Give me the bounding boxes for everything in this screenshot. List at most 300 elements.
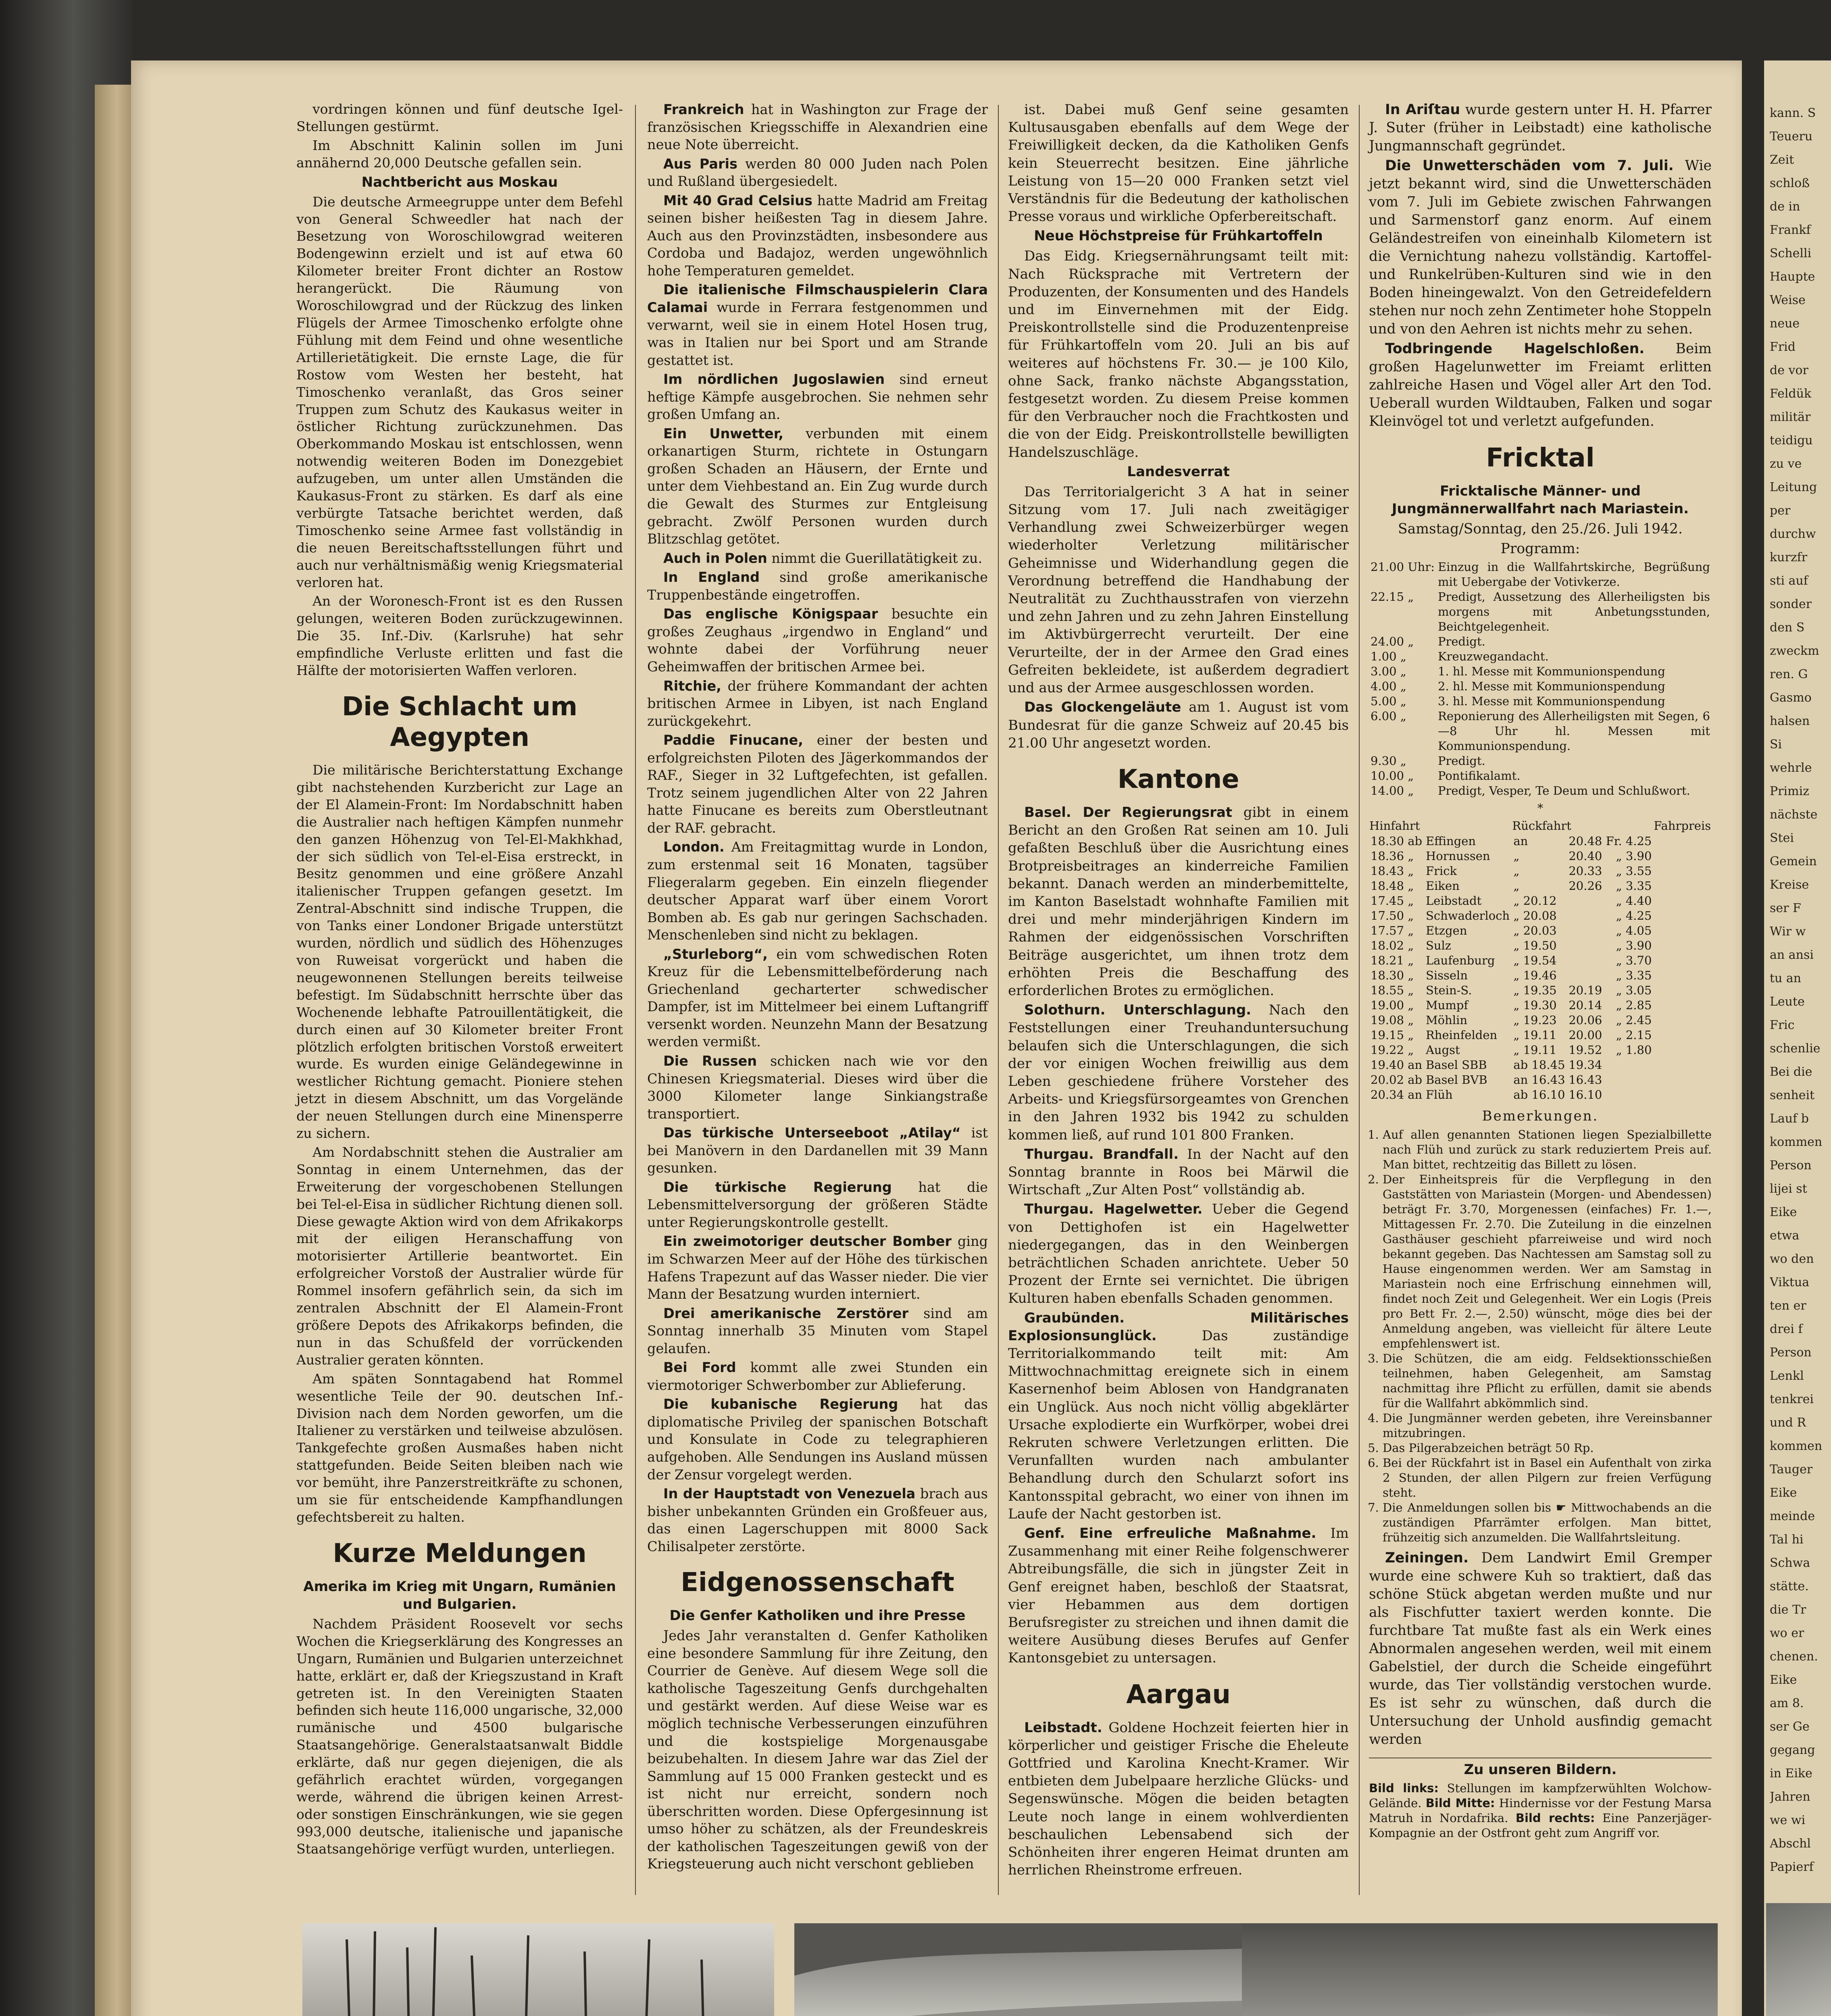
program-row [1369,783,1712,798]
adjacent-page-fragment: an ansi [1770,948,1814,962]
article-heading: Landesverrat [1127,463,1230,480]
adjacent-page-fragment: durchw [1770,527,1816,541]
adjacent-page-fragment: wo er [1770,1626,1804,1640]
schedule-return-time: an 16.43 [1513,1073,1565,1087]
schedule-return-time: „ 19.50 [1513,939,1557,952]
adjacent-page-fragment: Schwa [1770,1556,1810,1570]
schedule-departure-time: 19.15 „ [1371,1028,1414,1042]
schedule-return-time: ab 18.45 [1513,1058,1565,1072]
schedule-fare: Fr. 4.25 [1606,834,1652,848]
adjacent-page-fragment: Zeit [1770,153,1794,167]
paragraph-lead: Die italienische Filmschauspielerin Clara Calamai [647,282,988,316]
program-row [1369,679,1712,694]
adjacent-page-fragment: Tal hi [1770,1533,1804,1547]
program-row [1369,694,1712,709]
article-heading: Nachtbericht aus Moskau [361,174,558,190]
paragraph-lead: Aus Paris [663,156,737,172]
paragraph-lead: Die Russen [663,1053,757,1069]
schedule-header-rueck: Rückfahrt [1512,819,1571,833]
paragraph-lead: Das englische Königspaar [663,606,878,622]
program-time: 24.00 „ [1371,635,1414,648]
article-paragraph [1369,101,1712,155]
column-4-top [1369,101,1712,558]
paragraph-lead: Bei Ford [663,1360,736,1376]
schedule-return-time: „ 19.11 [1513,1043,1557,1057]
schedule-row [1369,1058,1712,1073]
schedule-return-time: „ [1513,849,1520,863]
schedule-row [1369,908,1712,923]
article-paragraph [647,1179,988,1231]
schedule-return-time: „ 19.30 [1513,998,1557,1012]
article-paragraph: An der Woronesch-Front ist es den Russen gelungen, weiteren Boden zurückzugewinnen. Die 35. Inf.-Div. (Karlsruhe) hat sehr empfindliche Verluste erlitten und fast die Hälfte der motorisierten Waffen verloren. [296,593,623,679]
adjacent-page-fragment: und R [1770,1416,1806,1430]
paragraph-text: Dem Landwirt Emil Gremper wurde eine schwere Kuh so traktiert, daß das schöne Stück abgetan werden mußte und nur als Fischfutter taxiert werden konnte. Die furchtbare Tat mußte fast als ein Werk eines Abnormalen angesehen werden, weil mit einem Gabelstiel, der durch die Scheide eingeführt wurde, das Tier vollständig verstochen wurde. Es ist sehr zu wünschen, daß durch die Untersuchung der Unhold ausfindig gemacht werden [1369,1550,1712,1747]
article-paragraph [1369,1549,1712,1749]
schedule-return-time: „ 20.12 [1513,894,1557,908]
schedule-return-time-2 [1567,953,1604,968]
caption-right-text: Eine Panzerjäger-Kompagnie an der Ostfront geht zum Angriff vor. [1369,1811,1712,1840]
program-item: Pontifikalamt. [1438,769,1521,783]
program-time: 3.00 „ [1371,664,1406,678]
schedule-row [1369,1073,1712,1087]
article-paragraph [647,1305,988,1358]
paragraph-text: Das zuständige Territorialkommando teilt mit: Am Mittwochnachmittag ereignete sich in einem Kasernenhof beim Ablosen von Handgranaten ein Unglück. Aus noch nicht völlig abgeklärter Ursache explodierte ein Wurfkörper, wobei drei Rekruten schwere Verletzungen erlitten. Die Verunfallten wurden nach ambulanter Behandlung durch den Schularzt sofort ins Kantonsspital gebracht, wo einer von ihnen im Laufe der Nacht gestorben ist. [1008,1327,1349,1522]
adjacent-page-fragment: militär [1770,410,1811,424]
captions-text [1369,1781,1712,1841]
program-item: Reponierung des Allerheiligsten mit Segen, 6—8 Uhr hl. Messen mit Kommunionspendung. [1438,709,1710,753]
schedule-row [1369,1087,1712,1102]
paragraph-text: brach aus bisher unbekannten Gründen ein Großfeuer aus, das einen Lagerschuppen mit 8000 Sack Chilisalpeter zerstörte. [647,1486,988,1554]
program-row [1369,754,1712,768]
program-item: Predigt. [1438,635,1485,648]
paragraph-lead: Ritchie, [663,678,721,694]
paragraph-lead: Ein Unwetter, [663,425,784,442]
article-paragraph [647,281,988,369]
paragraph-lead: Todbringende Hagelschloßen. [1385,341,1645,357]
photo-middle-marsa-matruh [794,1923,1282,2016]
adjacent-page-fragment: Weise [1770,293,1806,307]
program-time: 6.00 „ [1371,709,1406,723]
column-rule-1 [635,105,636,1895]
note-item: 4. Die Jungmänner werden gebeten, ihre Vereinsbanner mitzubringen. [1383,1411,1712,1441]
adjacent-page-fragment: Eike [1770,1673,1797,1687]
paragraph-text: Im Zusammenhang mit einer Reihe folgenschwerer Abtreibungsfälle, die sich in jüngster Zeit in Genf ereignet haben, beschloß der Staatsrat, vier Hebammen aus dem dortigen Berufsregister zu streichen und ihnen damit die weitere Ausübung dieses Berufes auf Genfer Kantonsgebiet zu untersagen. [1008,1525,1349,1666]
article-paragraph [647,1124,988,1177]
paragraph-lead: In der Hauptstadt von Venezuela [663,1486,916,1502]
schedule-return-time-2 [1567,923,1604,938]
schedule-return-time: „ 19.11 [1513,1028,1557,1042]
article-paragraph: Samstag/Sonntag, den 25./26. Juli 1942. [1398,521,1683,537]
caption-left-text: Stellungen im kampfzerwühlten Wolchow-Gelände. [1369,1781,1712,1810]
adjacent-page-fragment: Fric [1770,1018,1795,1032]
article-paragraph [647,1395,988,1483]
paragraph-lead: Drei amerikanische Zerstörer [663,1305,908,1321]
schedule-row [1369,953,1712,968]
schedule-return-time-2: 20.33 [1569,864,1602,878]
article-paragraph: Das Territorialgericht 3 A hat in seiner Sitzung vom 17. Juli nach zweitägiger Verhandlung zwei Schweizerbürger wegen wiederholter Verletzung militärischer Geheimnisse und Widerhandlung gegen die Verordnung betreffend die Handhabung der Neutralität zu Zuchthausstrafen von vierzehn und zehn Jahren und zu zehn Jahren Einstellung im Aktivbürgerrecht verurteilt. Der eine Verurteilte, der in der Armee den Grad eines Gefreiten bekleidete, ist außerdem degradiert und aus der Armee ausgeschlossen worden. [1008,483,1349,696]
article-paragraph: Am Nordabschnitt stehen die Australier am Sonntag in einem Unternehmen, das der Erweiterung der vorgeschobenen Stellungen bei Tel-el-Eisa in südlicher Richtung dienen soll. Diese gewagte Aktion wird von dem Afrikakorps mit der eiligen Heranschaffung von motorisierter Artillerie beantwortet. Ein erfolgreicher Vorstoß der Australier würde für Rommel insofern gefährlich sein, da sich im zentralen Abschnitt der El Alamein-Front größere Depots des Afrikakorps befinden, die nun in das Schußfeld der vorrückenden Australier geraten könnten. [296,1144,623,1368]
schedule-row [1369,893,1712,908]
paragraph-text: Beim großen Hagelunwetter im Freiamt erlitten zahlreiche Hasen und Vögel aller Art den Tod. Ueberall wurden Wildtauben, Falken und sogar Kleinvögel tot und verletzt aufgefunden. [1369,341,1712,429]
schedule-return-time: an [1513,834,1528,848]
notes-title: Bemerkungen. [1482,1108,1599,1124]
adjacent-page-fragment: den S [1770,621,1805,635]
article-paragraph [647,946,988,1051]
schedule-return-time: „ 19.46 [1513,968,1557,982]
schedule-header-spacer [1424,818,1512,834]
program-item: 3. hl. Messe mit Kommunionspendung [1438,694,1665,708]
article-paragraph [647,101,988,154]
adjacent-page-fragment: drei f [1770,1322,1803,1336]
paragraph-text: hatte Madrid am Freitag seinen bisher heißesten Tag in diesem Jahre. Auch aus den Provinzstädten, insbesondere aus Cordoba und Badajoz, werden ungewöhnlich hohe Temperaturen gemeldet. [647,192,988,279]
schedule-departure-time: 17.45 „ [1371,894,1414,908]
schedule-return-time-2 [1567,968,1604,983]
adjacent-page-fragment: tu an [1770,971,1802,985]
adjacent-page-fragment: Person [1770,1345,1812,1360]
program-time: 21.00 Uhr: [1371,560,1435,574]
schedule-return-time: „ 20.03 [1513,924,1557,937]
schedule-departure-time: 20.02 ab [1371,1073,1423,1087]
column-rule-2 [998,105,999,1895]
section-heading: Fricktal [1486,443,1595,473]
schedule-departure-time: 18.02 „ [1371,939,1414,952]
adjacent-page-fragment: tenkrei [1770,1392,1814,1406]
note-item: 3. Die Schützen, die am eidg. Feldsektionsschießen teilnehmen, haben Gelegenheit, am Samstag nachmittag ihre Pflicht zu erfüllen, damit sie abends für die Wallfahrt abkömmlich sind. [1383,1351,1712,1411]
adjacent-page-fragment: zweckm [1770,644,1819,658]
paragraph-lead: In England [663,569,760,585]
program-item: Einzug in die Wallfahrtskirche, Begrüßung mit Uebergabe der Votivkerze. [1438,560,1710,589]
schedule-fare: „ 3.70 [1616,954,1652,967]
article-paragraph [1369,340,1712,431]
schedule-departure-time: 18.43 „ [1371,864,1414,878]
schedule-station: Eiken [1425,879,1460,893]
paragraph-text: kommt alle zwei Stunden ein viermotoriger Schwerbomber zur Ablieferung. [647,1360,988,1393]
schedule-return-time-2: 20.40 [1569,849,1602,863]
schedule-row [1369,849,1712,864]
page-edges [95,85,131,2016]
article-paragraph [1008,1145,1349,1199]
train-schedule-table [1369,818,1712,1102]
schedule-departure-time: 20.34 an [1371,1088,1423,1102]
schedule-station: Schwaderloch [1425,909,1510,923]
schedule-header-spacer-2 [1604,818,1654,834]
schedule-fare: „ 3.90 [1616,849,1652,863]
article-paragraph [647,569,988,604]
adjacent-page-fragment: stätte. [1770,1579,1809,1593]
adjacent-page-fragment: Abschl [1770,1837,1811,1851]
program-item: Predigt, Vesper, Te Deum und Schlußwort. [1438,784,1690,798]
paragraph-text: sind am Sonntag innerhalb 35 Minuten vom Stapel gelaufen. [647,1305,988,1356]
schedule-departure-time: 18.36 „ [1371,849,1414,863]
adjacent-page-fragment: wo den [1770,1252,1814,1266]
adjacent-page-fragment: Leute [1770,995,1805,1009]
paragraph-lead: Im nördlichen Jugoslawien [663,371,885,387]
schedule-fare: „ 2.15 [1616,1028,1652,1042]
paragraph-text: hat die Lebensmittelversorgung der größeren Städte unter Regierungskontrolle gestellt. [647,1179,988,1230]
schedule-return-time-2: 16.10 [1569,1088,1602,1102]
adjacent-page-fragment: halsen [1770,714,1810,728]
adjacent-page-fragment: de in [1770,200,1800,214]
paragraph-lead: Genf. Eine erfreuliche Maßnahme. [1024,1525,1316,1542]
schedule-departure-time: 19.22 „ [1371,1043,1414,1057]
adjacent-page-fragment: Lauf b [1770,1112,1809,1126]
note-item: 2. Der Einheitspreis für die Verpflegung in den Gaststätten von Mariastein (Morgen- und Abendessen) beträgt Fr. 3.70, Morgenessen (einfaches) Fr. 1.—, Mittagessen Fr. 2.70. Die Zuteilung in die einzelnen Gasthäuser geschieht pfarreiweise und wird noch bekannt gegeben. Das Nachtessen am Samstag soll zu Hause eingenommen werden. Wer am Samstag in Mariastein noch eine Erfrischung einnehmen will, findet noch Zeit und Gelegenheit. Wer ein Logis (Preis pro Bett Fr. 2.—, 2.50) wünscht, möge dies bei der Anmeldung angeben, was vielleicht für ältere Leute empfehlenswert ist. [1383,1172,1712,1351]
section-heading: Kantone [1117,764,1239,794]
schedule-return-time-2: 16.43 [1569,1073,1602,1087]
article-paragraph [1008,1524,1349,1667]
article-paragraph [647,1233,988,1303]
adjacent-page-fragment: nächste [1770,808,1818,822]
paragraph-text: gibt in einem Bericht an den Großen Rat seinen am 10. Juli gefaßten Beschluß über die Ausrichtung eines Brotpreisbeitrages an kinderreiche Familien bekannt. Danach werden an minderbemittelte, im Kanton Baselstadt wohnhafte Familien mit drei und mehr minderjährigen Kindern im Rahmen der eidgenössischen Vorschriften Beiträge ausgerichtet, um ihnen trotz dem erhöhten Preis die Beschaffung des erforderlichen Brotes zu ermöglichen. [1008,804,1349,999]
section-heading: Eidgenossenschaft [681,1568,954,1598]
adjacent-page-fragment: Leitung [1770,480,1817,494]
schedule-fare: „ 2.45 [1616,1013,1652,1027]
schedule-departure-time: 19.00 „ [1371,998,1414,1012]
adjacent-page-fragment: Viktua [1770,1275,1810,1289]
adjacent-page-fragment: die Tr [1770,1603,1806,1617]
adjacent-page-fragment: Feldük [1770,387,1812,401]
paragraph-text: einer der besten und erfolgreichsten Piloten des Jägerkommandos der RAF., Sieger in 32 Luftgefechten, ist gefallen. Trotz seinem jugendlichen Alter von 22 Jahren hatte Finucane es bereits zum Oberstleutnant der RAF. gebracht. [647,732,988,836]
schedule-fare [1604,1087,1654,1102]
schedule-station: Leibstadt [1425,894,1482,908]
adjacent-page-fragment: zu ve [1770,457,1802,471]
adjacent-page-fragment: teidigu [1770,433,1813,448]
paragraph-text: sind erneut heftige Kämpfe ausgebrochen. Sie nehmen sehr großen Umfang an. [647,371,988,423]
program-time: 14.00 „ [1371,784,1414,798]
schedule-row [1369,938,1712,953]
adjacent-page-fragment: sti auf [1770,574,1808,588]
schedule-return-time-2: 20.26 [1569,879,1602,893]
adjacent-page-fragment: kommen [1770,1439,1823,1453]
article-paragraph: Jedes Jahr veranstalten d. Genfer Katholiken eine besondere Sammlung für ihre Zeitung, den Courrier de Genève. Auf diesem Wege soll die katholische Tageszeitung Genfs durchgehalten und gestärkt werden. Auf diese Weise war es möglich technische Verbesserungen einzuführen und die kostspielige Morgenausgabe beizubehalten. In diesem Jahre war das Ziel der Sammlung auf 15 000 Franken gesteckt und es ist nicht nur erreicht, sondern noch überschritten worden. Diese Opfergesinnung ist umso höher zu schätzen, als der Freundeskreis der katholischen Tageszeitungen gewiß von der Kriegsteuerung auch nicht verschont geblieben [647,1628,988,1872]
schedule-station: Augst [1425,1043,1460,1057]
schedule-station: Sulz [1425,939,1452,952]
article-paragraph [647,1052,988,1123]
schedule-return-time-2 [1567,908,1604,923]
schedule-departure-time: 18.30 „ [1371,968,1414,982]
paragraph-text: schicken nach wie vor den Chinesen Kriegsmaterial. Dieses wird über die 3000 Kilometer lange Sinkiangstraße transportiert. [647,1053,988,1122]
schedule-row [1369,1043,1712,1058]
caption-mid-text: Hindernisse vor der Festung Marsa Matruh in Nordafrika. [1369,1796,1712,1825]
photo-right-panzerjaeger [1242,1923,1718,2016]
program-time: 10.00 „ [1371,769,1414,783]
article-paragraph: Nachdem Präsident Roosevelt vor sechs Wochen die Kriegserklärung des Kongresses an Ungarn, Rumänien und Bulgarien unterzeichnet hatte, erklärt er, daß der Kriegszustand in Kraft getreten ist. In den Vereinigten Staaten befinden sich heute 116,000 ungarische, 32,000 rumänische und 4500 bulgarische Staatsangehörige. Generalstaatsanwalt Biddle erklärte, daß nur gegen diejenigen, die als gefährlich erachtet würden, vorgegangen werde, während die übrigen keinen Arrest- oder sonstigen Einschränkungen, wie sie gegen 993,000 deutsche, italienische und japanische Staatsangehörige verfügt wurden, unterliegen. [296,1616,623,1857]
note-item: 7. Die Anmeldungen sollen bis ☛ Mittwochabends an die zuständigen Pfarrämter erfolgen. Man bittet, frühzeitig sich anzumelden. Die Wallfahrtsleitung. [1383,1500,1712,1545]
schedule-return-time: „ 19.35 [1513,983,1557,997]
adjacent-page-fragment: Primiz [1770,784,1809,798]
article-paragraph [647,1485,988,1555]
paragraph-text: Am Freitagmittag wurde in London, zum erstenmal seit 16 Monaten, tagsüber Fliegeralarm gegeben. Ein einzeln fliegender deutscher Apparat warf über einem Vorort Bomben ab. Es gab nur geringen Sachschaden. Menschenleben sind nicht zu beklagen. [647,839,988,943]
schedule-return-time-2 [1567,938,1604,953]
schedule-station: Rheinfelden [1425,1028,1498,1042]
adjacent-page-fragment: lijei st [1770,1182,1807,1196]
note-item: 6. Bei der Rückfahrt ist in Basel ein Aufenthalt von zirka 2 Stunden, der allen Pilgern zur freien Verfügung steht. [1383,1456,1712,1500]
article-paragraph: Programm: [1500,541,1580,557]
adjacent-page-fragment: sonder [1770,597,1812,611]
article-heading: Fricktalische Männer- und Jungmännerwallfahrt nach Mariastein. [1391,483,1689,517]
adjacent-page-photo [1766,1903,1831,2016]
schedule-return-time: ab 16.10 [1513,1088,1565,1102]
schedule-header-preis: Fahrpreis [1654,819,1711,833]
paragraph-lead: Auch in Polen [663,550,767,566]
adjacent-page-fragment: kurzfr [1770,550,1808,564]
caption-left-label: Bild links: [1369,1781,1439,1795]
article-paragraph [1008,804,1349,1000]
paragraph-text: Ueber die Gegend von Dettighofen ist ein Hagelwetter niedergegangen, das in den Weinbergen beträchtlichen Schaden anrichtete. Ueber 50 Prozent der Ernte sei vernichtet. Die übrigen Kulturen haben ebenfalls Schaden genommen. [1008,1201,1349,1307]
article-paragraph [647,155,988,190]
adjacent-page-fragment: senheit [1770,1088,1815,1102]
paragraph-lead: In Ariſtau [1385,102,1460,118]
adjacent-page-fragment: Bei die [1770,1065,1812,1079]
program-time: 1.00 „ [1371,650,1406,663]
program-time: 5.00 „ [1371,694,1406,708]
adjacent-page-fragment: Eike [1770,1205,1797,1219]
article-paragraph [647,192,988,280]
program-row [1369,649,1712,664]
adjacent-page-fragment: per [1770,504,1791,518]
schedule-fare: „ 1.80 [1616,1043,1652,1057]
schedule-departure-time: 17.50 „ [1371,909,1414,923]
schedule-fare [1604,1073,1654,1087]
adjacent-page-fragment: etwa [1770,1229,1800,1243]
program-row [1369,634,1712,649]
adjacent-page-fragment: Frid [1770,340,1796,354]
schedule-return-time: „ 19.54 [1513,954,1557,967]
article-paragraph: ist. Dabei muß Genf seine gesamten Kultusausgaben ebenfalls auf dem Wege der Freiwilligkeit decken, da die Katholiken Genfs kein Steuerrecht besitzen. Eine jährliche Leistung von 15—20 000 Franken setzt viel Verständnis für die Bedeutung der katholischen Presse voraus und wirkliche Opferbereitschaft. [1008,102,1349,225]
schedule-station: Etzgen [1425,924,1467,937]
adjacent-page-fragment: de vor [1770,363,1808,377]
section-heading: Kurze Meldungen [333,1538,587,1568]
schedule-departure-time: 18.55 „ [1371,983,1414,997]
adjacent-page-fragment: ser F [1770,901,1801,915]
adjacent-page-fragment: ten er [1770,1299,1806,1313]
column-4 [1369,101,1712,1842]
caption-mid-label: Bild Mitte: [1425,1796,1495,1810]
adjacent-page-fragment: schloß [1770,176,1810,190]
paragraph-lead: Das türkische Unterseeboot „Atilay“ [663,1125,961,1141]
article-paragraph [647,731,988,837]
adjacent-page-fragment: Tauger [1770,1462,1813,1477]
article-paragraph [1008,1719,1349,1879]
adjacent-page-fragment: Wir w [1770,925,1806,939]
paragraph-lead: Paddie Finucane, [663,732,803,748]
adjacent-page-fragment: Teueru [1770,129,1813,144]
adjacent-page-fragment: Si [1770,737,1782,752]
schedule-station: Frick [1425,864,1457,878]
article-paragraph [647,550,988,567]
schedule-departure-time: 18.48 „ [1371,879,1414,893]
article-paragraph [1008,1309,1349,1523]
article-heading: Amerika im Krieg mit Ungarn, Rumänien und Bulgarien. [303,1578,616,1612]
adjacent-page-fragment: kommen [1770,1135,1823,1149]
paragraph-lead: Thurgau. Brandfall. [1024,1146,1179,1162]
program-time: 4.00 „ [1371,679,1406,693]
photo-left-wolchow [302,1923,774,2016]
paragraph-lead: Die kubanische Regierung [663,1396,898,1412]
article-paragraph [647,371,988,423]
paragraph-text: hat in Washington zur Frage der französischen Kriegsschiffe in Alexandrien eine neue Note überreicht. [647,102,988,153]
schedule-departure-time: 18.30 ab [1371,834,1423,848]
schedule-return-time-2: 20.06 [1569,1013,1602,1027]
schedule-departure-time: 19.40 an [1371,1058,1423,1072]
adjacent-page-fragment: meinde [1770,1509,1815,1523]
schedule-departure-time: 19.08 „ [1371,1013,1414,1027]
column-2 [647,101,988,1874]
article-paragraph: Am späten Sonntagabend hat Rommel wesentliche Teile der 90. deutschen Inf.-Division nach dem Norden geworfen, um die Italiener zu verstärken und teilweise abzulösen. Tankgefechte großen Ausmaßes haben nicht stattgefunden. Beide Seiten bleiben nach wie vor bemüht, ihre Panzerstreitkräfte zu schonen, um sie für entscheidende Kampfhandlungen gefechtsbereit zu halten. [296,1370,623,1525]
adjacent-page-fragment: ren. G [1770,667,1808,681]
adjacent-page-fragment: schenlie [1770,1041,1821,1056]
program-time: 9.30 „ [1371,754,1406,768]
program-item: Predigt, Aussetzung des Allerheiligsten bis morgens mit Anbetungsstunden, Beichtgelegenheit. [1438,590,1710,633]
article-paragraph: Im Abschnitt Kalinin sollen im Juni annähernd 20,000 Deutsche gefallen sein. [296,137,623,171]
adjacent-page-fragment: gegang [1770,1743,1815,1757]
paragraph-text: nimmt die Guerillatätigkeit zu. [767,550,983,566]
adjacent-page-fragment: Gasmo [1770,691,1812,705]
schedule-return-time-2 [1567,893,1604,908]
schedule-row [1369,879,1712,893]
program-item: 2. hl. Messe mit Kommunionspendung [1438,679,1665,693]
adjacent-page-fragment: Papierf [1770,1860,1814,1874]
paragraph-lead: Ein zweimotoriger deutscher Bomber [663,1233,952,1250]
schedule-station: Effingen [1425,834,1476,848]
schedule-station: Stein-S. [1425,983,1472,997]
paragraph-text: der frühere Kommandant der achten britischen Armee in Libyen, ist nach England zurückgekehrt. [647,678,988,729]
schedule-station: Laufenburg [1425,954,1495,967]
paragraph-text: ist bei Manövern in den Dardanellen mit 39 Mann gesunken. [647,1125,988,1176]
column-4-bottom [1369,1549,1712,1749]
paragraph-lead: London. [663,839,725,855]
paragraph-lead: Die türkische Regierung [663,1179,892,1195]
schedule-departure-time: 17.57 „ [1371,924,1414,937]
adjacent-page-fragment: Frankf [1770,223,1811,237]
article-paragraph: Die deutsche Armeegruppe unter dem Befehl von General Schweedler hat nach der Besetzung von Woroschilowgrad weiteren Bodengewinn erzielt und ist auf etwa 60 Kilometer breiter Front dichter an Rostow herangerückt. Die Räumung von Woroschilowgrad und der Rückzug des linken Flügels der Armee Timoschenko erfolgte ohne Fühlung mit dem Feind und ohne wesentliche Artillerietätigkeit. Die ernste Lage, die für Rostow vom Westen her besteht, hat Timoschenko veranlaßt, das Gros seiner Truppen zum Schutz des Kaukasus weiter in östlicher Richtung zurückzunehmen. Das Oberkommando Moskau ist entschlossen, wenn notwendig weiteren Boden im Donezgebiet aufzugeben, um unter allen Umständen die Kaukasus-Front zu stärken. Es darf als eine verbürgte Tatsache berichtet werden, daß Timoschenko seine Armee fast vollständig in die neuen Bereitschaftsstellungen führt und auch nur verhältnismäßig wenig Kriegsmaterial verloren hat. [296,194,623,590]
program-item: Predigt. [1438,754,1485,768]
paragraph-lead: Thurgau. Hagelwetter. [1024,1201,1203,1218]
adjacent-page-fragment: Lenkl [1770,1369,1804,1383]
adjacent-page-fragment: chenen. [1770,1649,1818,1664]
section-heading: Die Schlacht um Aegypten [342,692,578,752]
schedule-return-time-2: 20.00 [1569,1028,1602,1042]
column-rule-3 [1359,105,1360,1895]
schedule-station: Basel SBB [1425,1058,1487,1072]
schedule-row [1369,968,1712,983]
article-paragraph [647,605,988,675]
schedule-fare: „ 2.85 [1616,998,1652,1012]
schedule-row [1369,1028,1712,1043]
caption-right-label: Bild rechts: [1515,1811,1595,1825]
schedule-return-time: „ [1513,879,1520,893]
article-paragraph [647,425,988,548]
adjacent-page-fragment: Stei [1770,831,1794,845]
adjacent-page-fragment: Jahren [1770,1790,1810,1804]
program-row [1369,589,1712,634]
schedule-station: Basel BVB [1425,1073,1487,1087]
paragraph-lead: Das Glockengeläute [1024,699,1181,716]
paragraph-lead: Solothurn. Unterschlagung. [1024,1002,1252,1018]
note-item: 1. Auf allen genannten Stationen liegen Spezialbillette nach Flüh und zurück zu stark reduziertem Preis auf. Man bittet, rechtzeitig das Billett zu lösen. [1383,1127,1712,1172]
paragraph-text: werden 80 000 Juden nach Polen und Rußland übergesiedelt. [647,156,988,190]
article-paragraph [1008,1200,1349,1307]
schedule-station: Hornussen [1425,849,1490,863]
paragraph-text: hat das diplomatische Privileg der spanischen Botschaft und Konsulate in Code zu telegraphieren aufgehoben. Alle Sendungen ins Ausland müssen der Zensur vorgelegt werden. [647,1396,988,1483]
adjacent-page-fragment: kann. S [1770,106,1816,120]
paragraph-lead: Graubünden. Militärisches Explosionsunglück. [1008,1310,1349,1344]
adjacent-page-fragment: we wi [1770,1813,1806,1827]
schedule-return-time-2: 20.48 [1569,834,1602,848]
schedule-header-hin: Hinfahrt [1369,819,1420,833]
schedule-return-time-2: 20.19 [1569,983,1602,997]
paragraph-lead: Mit 40 Grad Celsius [663,192,812,208]
